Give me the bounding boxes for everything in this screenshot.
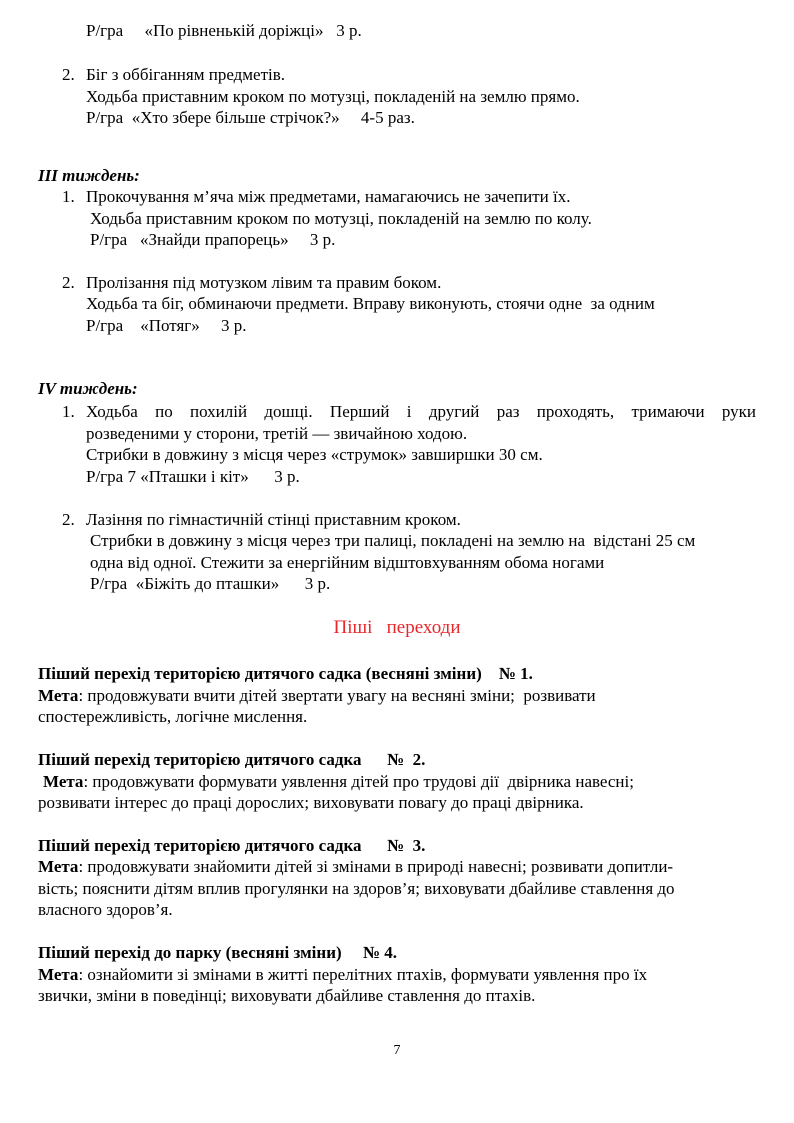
goal-text: власного здоров’я. bbox=[38, 900, 173, 919]
goal-text: звички, зміни в поведінці; виховувати дбайливе ставлення до птахів. bbox=[38, 986, 536, 1005]
walk-goal bbox=[38, 964, 647, 986]
walk-title: Піший перехід територією дитячого садка № 3. bbox=[38, 836, 426, 855]
exercise-line: Лазіння по гімнастичній стінці приставним кроком. bbox=[86, 510, 461, 529]
goal-label: Мета bbox=[43, 772, 84, 791]
week-heading: IV тиждень: bbox=[38, 379, 138, 398]
week-heading: ІІІ тиждень: bbox=[38, 166, 140, 185]
exercise-line: Стрибки в довжину з місця через три палиці, покладені на землю на відстані 25 см bbox=[90, 531, 696, 550]
goal-text: розвивати інтерес до праці дорослих; виховувати повагу до праці двірника. bbox=[38, 793, 584, 812]
goal-label: Мета bbox=[38, 686, 79, 705]
section-title: Піші переходи bbox=[333, 617, 461, 638]
exercise-line: Прокочування м’яча між предметами, намагаючись не зачепити їх. bbox=[86, 187, 571, 206]
game-line: Р/гра «Хто збере більше стрічок?» 4-5 раз. bbox=[86, 108, 415, 127]
exercise-line: Ходьба приставним кроком по мотузці, покладеній на землю прямо. bbox=[86, 87, 580, 106]
item-number: 1. bbox=[62, 187, 75, 206]
exercise-line: розведеними у сторони, третій — звичайною ходою. bbox=[86, 424, 468, 443]
walk-goal bbox=[38, 685, 596, 707]
exercise-line: Ходьба приставним кроком по мотузці, покладеній на землю по колу. bbox=[90, 209, 592, 228]
exercise-line: Ходьба та біг, обминаючи предмети. Вправу виконують, стоячи одне за одним bbox=[86, 294, 655, 313]
exercise-line: Пролізання під мотузком лівим та правим боком. bbox=[86, 273, 442, 292]
goal-label: Мета bbox=[38, 857, 79, 876]
goal-label: Мета bbox=[38, 965, 79, 984]
goal-text: вість; пояснити дітям вплив прогулянки на здоров’я; виховувати дбайливе ставлення до bbox=[38, 879, 675, 898]
game-line: Р/гра «Потяг» 3 р. bbox=[86, 316, 247, 335]
item-number: 1. bbox=[62, 402, 75, 421]
goal-text: : продовжувати формувати уявлення дітей про трудові дії двірника навесні; bbox=[83, 772, 634, 791]
item-number: 2. bbox=[62, 510, 75, 529]
walk-title: Піший перехід територією дитячого садка (весняні зміни) № 1. bbox=[38, 664, 533, 683]
walk-goal bbox=[43, 771, 634, 793]
game-line: Р/гра «Біжіть до пташки» 3 р. bbox=[90, 574, 331, 593]
item-number: 2. bbox=[62, 65, 75, 84]
exercise-line: одна від одної. Стежити за енергійним відштовхуванням обома ногами bbox=[90, 553, 605, 572]
goal-text: : продовжувати знайомити дітей зі змінами в природі навесні; розвивати допитли- bbox=[78, 857, 674, 876]
exercise-line: Стрибки в довжину з місця через «струмок» завширшки 30 см. bbox=[86, 445, 543, 464]
goal-text: : продовжувати вчити дітей звертати увагу на весняні зміни; розвивати bbox=[78, 686, 596, 705]
goal-text: спостережливість, логічне мислення. bbox=[38, 707, 308, 726]
game-line: Р/гра 7 «Пташки і кіт» 3 р. bbox=[86, 467, 300, 486]
exercise-line: Біг з оббіганням предметів. bbox=[86, 65, 286, 84]
page-number: 7 bbox=[393, 1043, 401, 1058]
game-line: Р/гра «По рівненькій доріжці» 3 р. bbox=[86, 21, 362, 40]
walk-title: Піший перехід територією дитячого садка № 2. bbox=[38, 750, 426, 769]
item-number: 2. bbox=[62, 273, 75, 292]
walk-goal bbox=[38, 856, 673, 878]
goal-text: : ознайомити зі змінами в житті перелітних птахів, формувати уявлення про їх bbox=[78, 965, 648, 984]
game-line: Р/гра «Знайди прапорець» 3 р. bbox=[90, 230, 336, 249]
exercise-line: Ходьба по похилій дошці. Перший і другий раз проходять, тримаючи руки bbox=[86, 402, 756, 421]
walk-title: Піший перехід до парку (весняні зміни) № 4. bbox=[38, 943, 397, 962]
